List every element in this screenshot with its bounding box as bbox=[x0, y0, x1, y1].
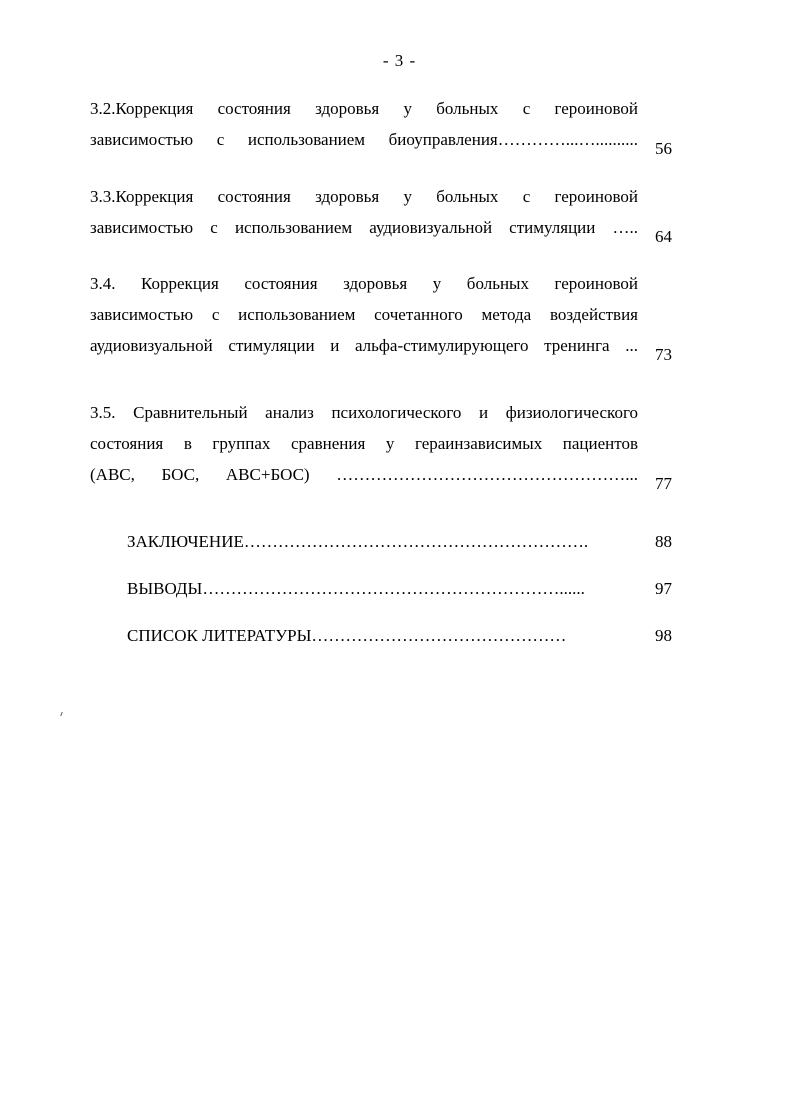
toc-page-number: 73 bbox=[655, 345, 672, 364]
toc-entry-line: (АВС, БОС, АВС+БОС) ……………………………………………... bbox=[90, 465, 638, 484]
toc-entry-line: состояния в группах сравнения у гераинзависимых пациентов bbox=[90, 434, 638, 453]
toc-entry-line: аудиовизуальной стимуляции и альфа-стимулирующего тренинга ... bbox=[90, 336, 638, 355]
toc-entry-3-5 bbox=[90, 397, 672, 493]
toc-section-references bbox=[127, 624, 672, 648]
toc-section-label: ВЫВОДЫ………………………………………………………...... bbox=[127, 579, 585, 598]
toc-page-number: 88 bbox=[655, 532, 672, 551]
toc-entry-line: 3.3.Коррекция состояния здоровья у больных с героиновой bbox=[90, 187, 638, 206]
toc-entry-line: зависимостью с использованием аудиовизуальной стимуляции ….. bbox=[90, 218, 638, 237]
toc-entry-line: зависимостью с использованием сочетанного метода воздействия bbox=[90, 305, 638, 324]
toc-section-conclusion bbox=[127, 530, 672, 554]
toc-section-label: СПИСОК ЛИТЕРАТУРЫ……………………………………… bbox=[127, 626, 567, 645]
toc-entry-line: 3.4. Коррекция состояния здоровья у больных героиновой bbox=[90, 274, 638, 293]
toc-section-label: ЗАКЛЮЧЕНИЕ……………………………………………………. bbox=[127, 532, 589, 551]
toc-entry-line: зависимостью с использованием биоуправления…………...….......... bbox=[90, 130, 638, 149]
toc-page-number: 77 bbox=[655, 474, 672, 493]
toc-entry-3-3 bbox=[90, 181, 672, 246]
page-number: - 3 - bbox=[382, 51, 417, 70]
toc-entry-line: 3.2.Коррекция состояния здоровья у больных с героиновой bbox=[90, 99, 638, 118]
toc-entry-line: 3.5. Сравнительный анализ психологического и физиологического bbox=[90, 403, 638, 422]
toc-page-number: 56 bbox=[655, 139, 672, 158]
stray-mark bbox=[60, 712, 65, 716]
toc-entry-3-2 bbox=[90, 93, 672, 158]
toc-section-findings bbox=[127, 577, 672, 601]
toc-page-number: 97 bbox=[655, 579, 672, 598]
toc-entry-3-4 bbox=[90, 268, 672, 364]
toc-page-number: 98 bbox=[655, 626, 672, 645]
toc-page-number: 64 bbox=[655, 227, 672, 246]
